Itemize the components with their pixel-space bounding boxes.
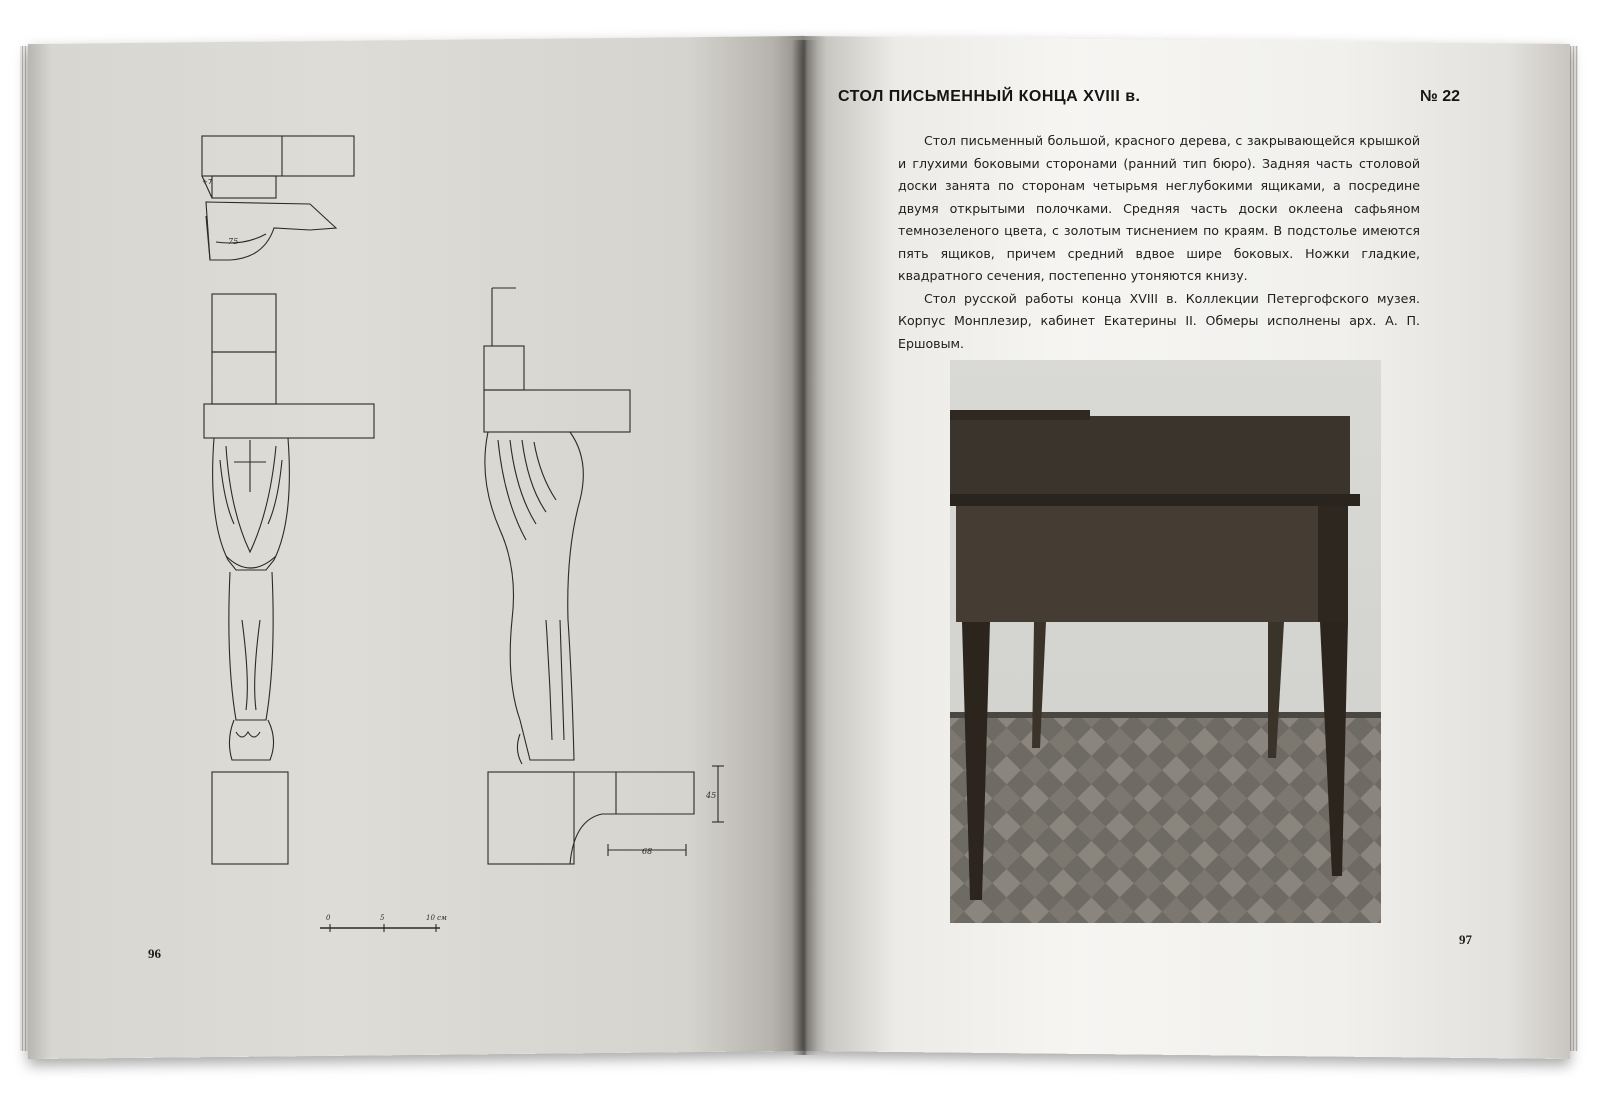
- leg-side-view: [484, 288, 724, 864]
- profile-detail-drawing: [202, 136, 354, 260]
- scale-bar: [320, 914, 447, 932]
- dimension-68: 68: [642, 847, 653, 856]
- leg-front-view: [204, 294, 374, 864]
- right-page-number: 97: [1459, 932, 1472, 947]
- svg-text:+7: +7: [202, 178, 213, 186]
- page-title: СТОЛ ПИСЬМЕННЫЙ КОНЦА XVIII в.: [838, 88, 1141, 105]
- leg-measured-drawing: [170, 120, 730, 940]
- item-number: № 22: [1420, 88, 1461, 105]
- dimension-75: 75: [228, 237, 239, 246]
- left-page-number: 96: [148, 946, 161, 961]
- scale-label-5: 5: [380, 914, 385, 922]
- paragraph-description: Стол письменный большой, красного дерева, с закрывающейся крышкой и глухими боковыми сторонами (ранний тип бюро). Задняя часть столовой доски занята по сторонам четырьмя неглубокими ящиками, а посредине двумя открытыми полочками. Средняя часть доски оклеена сафьяном темнозеленого цвета, с золотым тиснением по краям. В подстолье имеются пять ящиков, причем средний вдвое шире боковых. Ножки гладкие, квадратного сечения, постепенно утоняются книзу.: [898, 133, 1420, 283]
- paragraph-provenance: Стол русской работы конца XVIII в. Коллекции Петергофского музея. Корпус Монплезир, кабинет Екатерины II. Обмеры исполнены арх. А. П. Ершовым.: [898, 290, 1420, 351]
- dimension-45: 45: [706, 791, 717, 800]
- scale-label-10: 10 см: [426, 914, 447, 922]
- book-gutter: [792, 40, 818, 1055]
- scale-label-0: 0: [326, 914, 331, 922]
- description-text: [898, 130, 1420, 355]
- desk-photograph: [950, 360, 1381, 923]
